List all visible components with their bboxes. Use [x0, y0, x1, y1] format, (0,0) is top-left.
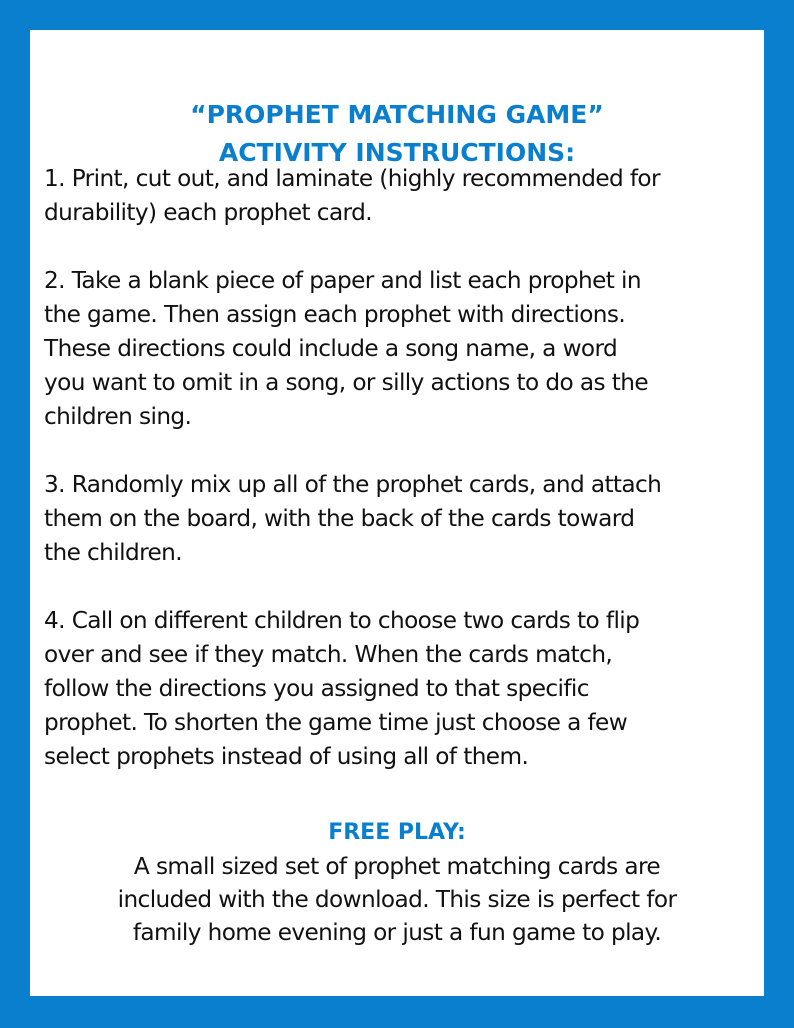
step-text-line: 3. Randomly mix up all of the prophet cards, and attach	[44, 471, 662, 498]
step-text-line: over and see if they match. When the cards match,	[44, 641, 613, 668]
step-text-line: 4. Call on different children to choose two cards to flip	[44, 607, 640, 634]
free-play-heading: FREE PLAY:	[328, 820, 466, 845]
instruction-step-1	[44, 162, 759, 230]
step-text-line: 2. Take a blank piece of paper and list each prophet in	[44, 267, 641, 294]
instruction-step-3	[44, 468, 759, 570]
free-play-description	[30, 850, 764, 949]
step-text-line: you want to omit in a song, or silly actions to do as the	[44, 369, 649, 396]
step-text-line: durability) each prophet card.	[44, 199, 372, 226]
step-text-line: prophet. To shorten the game time just choose a few	[44, 709, 628, 736]
instruction-step-4	[44, 604, 759, 774]
free-play-section	[30, 816, 764, 949]
free-play-line: included with the download. This size is perfect for	[117, 886, 677, 913]
free-play-line: family home evening or just a fun game to play.	[132, 919, 662, 946]
instruction-list	[44, 162, 759, 808]
step-text-line: select prophets instead of using all of them.	[44, 743, 529, 770]
instruction-step-2	[44, 264, 759, 434]
step-text-line: the game. Then assign each prophet with directions.	[44, 301, 626, 328]
step-text-line: follow the directions you assigned to that specific	[44, 675, 589, 702]
title-line-2: ACTIVITY INSTRUCTIONS:	[218, 138, 576, 167]
step-text-line: the children.	[44, 539, 183, 566]
step-text-line: children sing.	[44, 403, 192, 430]
free-play-line: A small sized set of prophet matching cards are	[133, 853, 661, 880]
step-text-line: them on the board, with the back of the cards toward	[44, 505, 635, 532]
instruction-sheet	[30, 30, 764, 996]
step-text-line: 1. Print, cut out, and laminate (highly recommended for	[44, 165, 660, 192]
step-text-line: These directions could include a song name, a word	[44, 335, 618, 362]
title-line-1: “PROPHET MATCHING GAME”	[190, 100, 604, 129]
page-title	[30, 96, 764, 172]
